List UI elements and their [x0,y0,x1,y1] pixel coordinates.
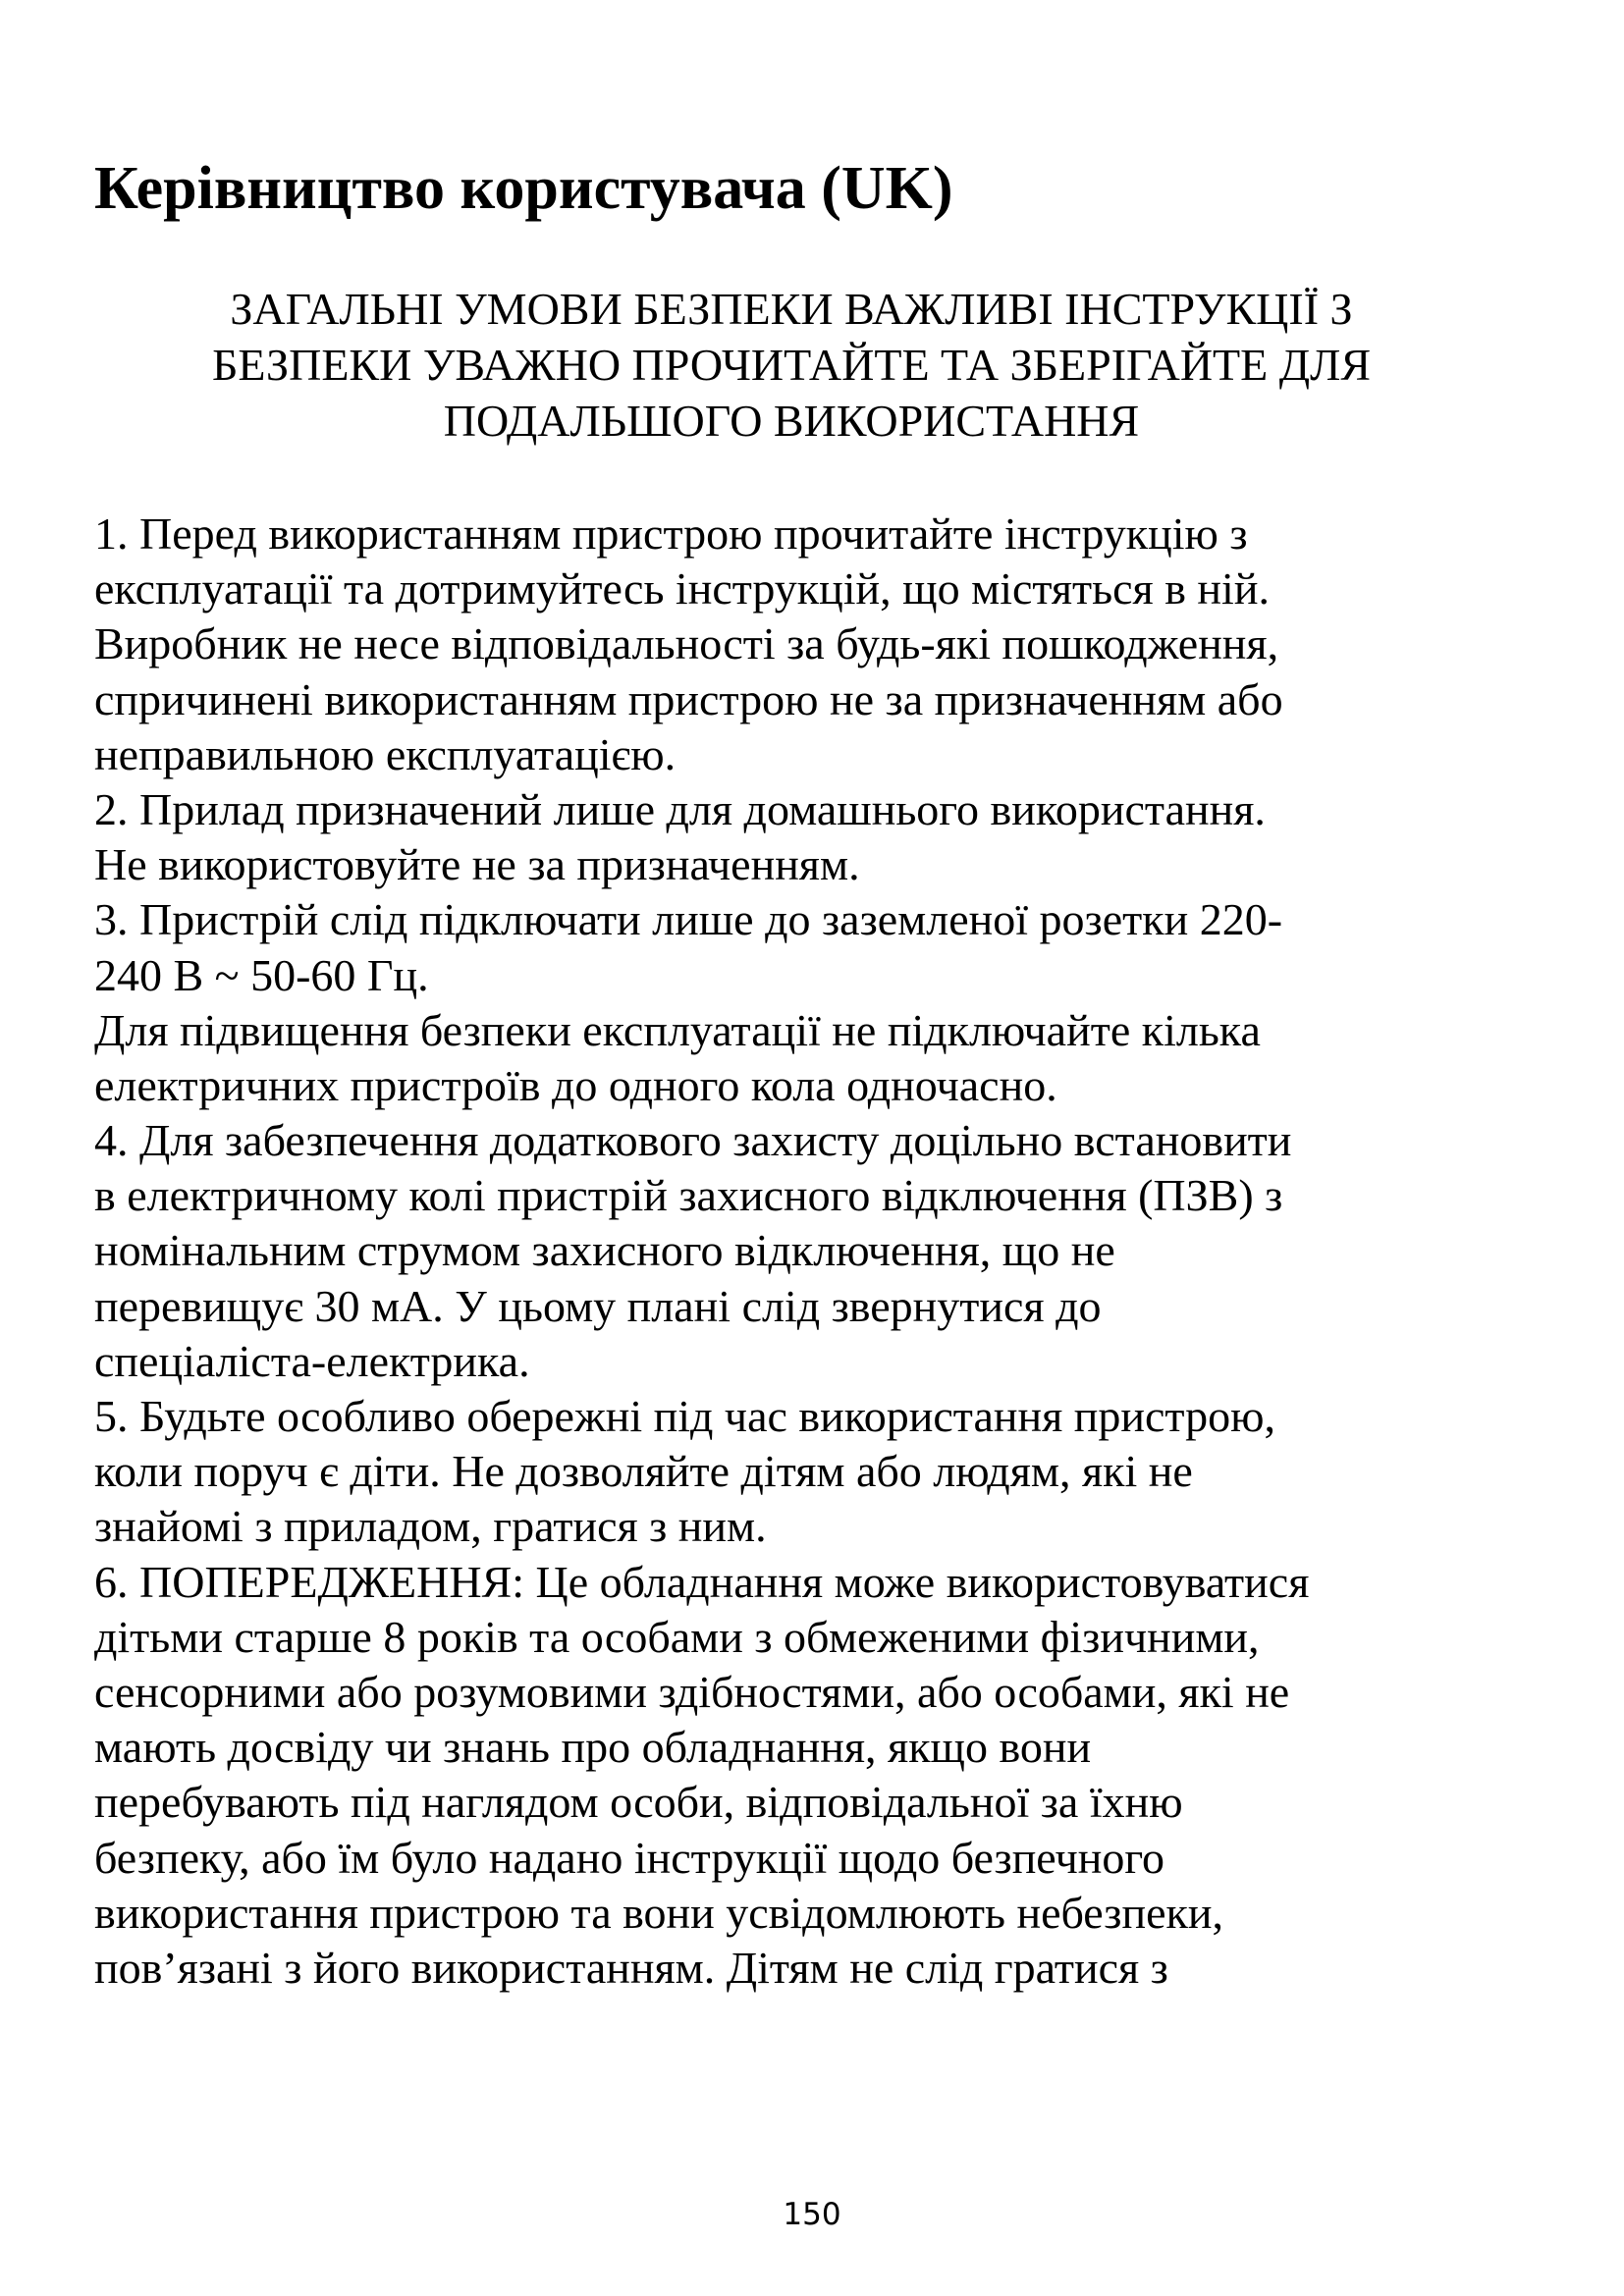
body-line: номінальним струмом захисного відключення, що не [94,1225,1115,1276]
body-line: 2. Прилад призначений лише для домашнього використання. [94,783,1266,834]
body-line: використання пристрою та вони усвідомлюють небезпеки, [94,1887,1223,1938]
body-line: 3. Пристрій слід підключати лише до заземленої розетки 220- [94,894,1283,945]
page-title: Керівництво користувача (UK) [94,155,953,222]
page-number: 150 [783,2197,841,2232]
body-line: 240 В ~ 50-60 Гц. [94,949,429,1000]
body-line: сенсорними або розумовими здібностями, або особами, які не [94,1666,1290,1717]
safety-heading-line: ЗАГАЛЬНІ УМОВИ БЕЗПЕКИ ВАЖЛИВІ ІНСТРУКЦІЇ З [230,284,1353,334]
body-line: перевищує 30 мА. У цьому плані слід звернутися до [94,1280,1102,1331]
safety-heading [94,281,1489,449]
body-line: в електричному колі пристрій захисного відключення (ПЗВ) з [94,1170,1283,1221]
body-line: 1. Перед використанням пристрою прочитайте інструкцію з [94,508,1248,559]
body-line: Не використовуйте не за призначенням. [94,839,860,890]
safety-heading-line: ПОДАЛЬШОГО ВИКОРИСТАННЯ [443,396,1140,446]
body-line: пов’язані з його використанням. Дітям не слід гратися з [94,1942,1168,1993]
body-line: спричинені використанням пристрою не за призначенням або [94,673,1283,724]
body-line: електричних пристроїв до одного кола одночасно. [94,1059,1057,1110]
body-line: дітьми старше 8 років та особами з обмеженими фізичними, [94,1611,1260,1662]
body-line: Виробник не несе відповідальності за будь-які пошкодження, [94,618,1279,669]
body-line: 5. Будьте особливо обережні під час використання пристрою, [94,1391,1275,1441]
body-line: коли поруч є діти. Не дозволяйте дітям або людям, які не [94,1446,1193,1497]
safety-heading-line: БЕЗПЕКИ УВАЖНО ПРОЧИТАЙТЕ ТА ЗБЕРІГАЙТЕ ДЛЯ [211,340,1372,390]
body-line: безпеку, або їм було надано інструкції щодо безпечного [94,1832,1165,1883]
body-line: Для підвищення безпеки експлуатації не підключайте кілька [94,1004,1261,1055]
body-line: експлуатації та дотримуйтесь інструкцій, що містяться в ній. [94,563,1270,614]
body-line: спеціаліста-електрика. [94,1335,530,1386]
body-line: знайомі з приладом, гратися з ним. [94,1501,767,1552]
body-line: неправильною експлуатацією. [94,728,677,779]
safety-instructions-body [94,507,1528,1996]
body-line: мають досвіду чи знань про обладнання, якщо вони [94,1722,1092,1773]
body-line: 6. ПОПЕРЕДЖЕННЯ: Це обладнання може використовуватися [94,1556,1310,1607]
body-line: 4. Для забезпечення додаткового захисту доцільно встановити [94,1115,1292,1166]
body-line: перебувають під наглядом особи, відповідальної за їхню [94,1777,1183,1828]
